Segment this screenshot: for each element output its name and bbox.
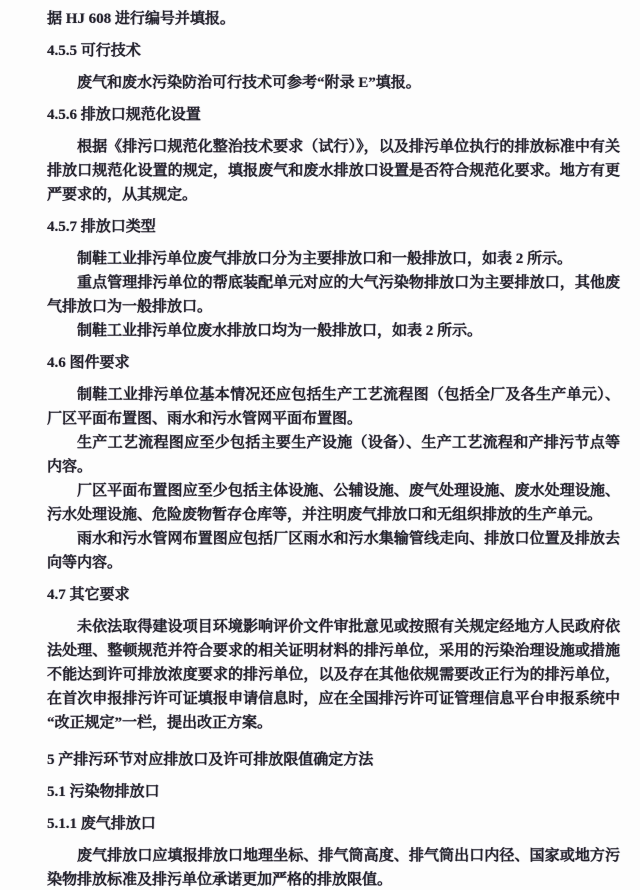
- body-paragraph: 根据《排污口规范化整治技术要求（试行）》，以及排污单位执行的排放标准中有关排放口规范化设置的规定，填报废气和废水排放口设置是否符合规范化要求。地方有更严要求的，从其规定。: [47, 139, 620, 203]
- section-heading-4.5.7: 4.5.7 排放口类型: [47, 219, 156, 235]
- chapter-heading-5: 5 产排污环节对应排放口及许可排放限值确定方法: [47, 752, 374, 768]
- body-paragraph: 生产工艺流程图应至少包括主要生产设施（设备）、生产工艺流程和产排污节点等内容。: [47, 435, 620, 475]
- body-paragraph: 制鞋工业排污单位废水排放口均为一般排放口，如表 2 所示。: [77, 323, 483, 339]
- body-paragraph: 未依法取得建设项目环境影响评价文件审批意见或按照有关规定经地方人民政府依法处理、整顿规范并符合要求的相关证明材料的排污单位，采用的污染治理设施或措施不能达到许可排放浓度要求的排污单位，以及存在其他依规需要改正行为的排污单位，在首次申报排污许可证填报申请信息时，应在全国排污许可证管理信息平台申报系统中“改正规定”一栏，提出改正方案。: [47, 619, 620, 731]
- section-heading-4.5.5: 4.5.5 可行技术: [47, 43, 141, 59]
- body-paragraph-continuation: 据 HJ 608 进行编号并填报。: [47, 11, 235, 27]
- body-paragraph: 重点管理排污单位的帮底装配单元对应的大气污染物排放口为主要排放口，其他废气排放口为一般排放口。: [47, 275, 620, 315]
- body-paragraph: 制鞋工业排污单位基本情况还应包括生产工艺流程图（包括全厂及各生产单元）、厂区平面布置图、雨水和污水管网平面布置图。: [47, 387, 620, 427]
- section-heading-4.5.6: 4.5.6 排放口规范化设置: [47, 107, 201, 123]
- body-paragraph: 雨水和污水管网布置图应包括厂区雨水和污水集输管线走向、排放口位置及排放去向等内容。: [47, 531, 620, 571]
- body-paragraph: 厂区平面布置图应至少包括主体设施、公辅设施、废气处理设施、废水处理设施、污水处理设施、危险废物暂存仓库等，并注明废气排放口和无组织排放的生产单元。: [47, 483, 620, 523]
- section-heading-5.1.1: 5.1.1 废气排放口: [47, 816, 156, 832]
- body-paragraph: 制鞋工业排污单位废气排放口分为主要排放口和一般排放口，如表 2 所示。: [77, 251, 573, 267]
- section-heading-4.7: 4.7 其它要求: [47, 587, 130, 603]
- section-heading-4.6: 4.6 图件要求: [47, 355, 130, 371]
- section-heading-5.1: 5.1 污染物排放口: [47, 784, 160, 800]
- body-paragraph: 废气排放口应填报排放口地理坐标、排气筒高度、排气筒出口内径、国家或地方污染物排放标准及排污单位承诺更加严格的排放限值。: [47, 848, 620, 888]
- body-paragraph: 废气和废水污染防治可行技术可参考“附录 E”填报。: [77, 75, 421, 91]
